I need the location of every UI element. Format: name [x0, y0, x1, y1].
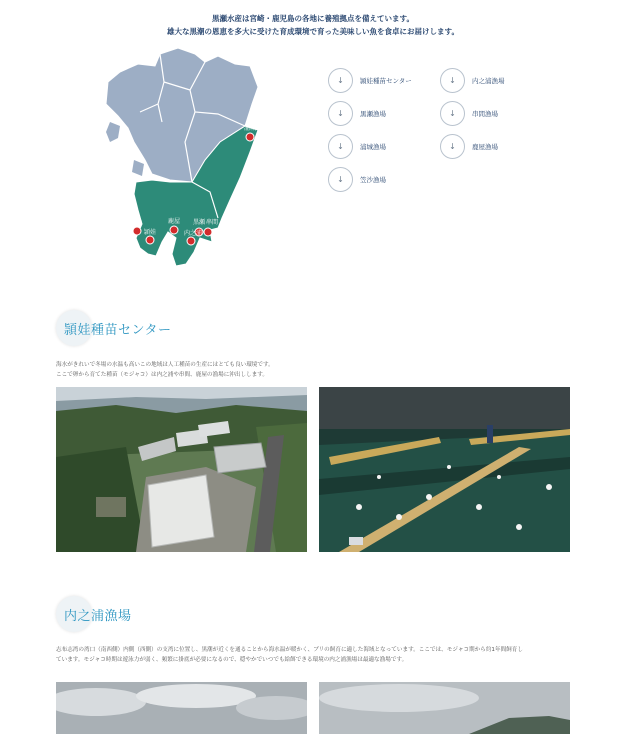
down-arrow-icon[interactable]: ↓ [440, 68, 465, 93]
down-arrow-icon[interactable]: ↓ [328, 101, 353, 126]
down-arrow-icon[interactable]: ↓ [440, 134, 465, 159]
map-pin-label: 黒瀬 [193, 219, 206, 226]
intro-line-1: 黒瀬水産は宮崎・鹿児島の各地に養殖拠点を備えています。 [212, 14, 414, 23]
down-arrow-icon[interactable]: ↓ [440, 101, 465, 126]
section-title-uchinoura [56, 596, 132, 632]
map-pin-label: 串間 [206, 219, 219, 226]
legend-item-uchinoura[interactable] [440, 68, 505, 93]
photo-sky-left [56, 682, 307, 734]
map-region-west-islands [106, 122, 120, 142]
legend-item-ei-center[interactable] [328, 68, 412, 93]
photo-sky-right [319, 682, 570, 734]
section-description [56, 645, 571, 665]
down-arrow-icon[interactable]: ↓ [328, 167, 353, 192]
legend-label[interactable]: 串間漁場 [472, 110, 498, 118]
map-pin-label: 内之浦 [184, 230, 203, 237]
legend-label[interactable]: 浦城漁場 [360, 143, 386, 151]
legend-label[interactable]: 笠沙漁場 [360, 176, 386, 184]
intro-text [0, 12, 626, 38]
legend-item-kasasa[interactable] [328, 167, 386, 192]
photo-breeding-tanks [319, 387, 570, 552]
down-arrow-icon[interactable]: ↓ [328, 68, 353, 93]
section-description [56, 360, 571, 380]
description-line: 海水がきれいで冬場の水温も高いこの地域は人工種苗の生産にはとても良い環境です。 [56, 362, 274, 368]
map-pin-label: 笠沙 [130, 219, 143, 226]
photo-facility-aerial [56, 387, 307, 552]
description-line: ここで卵から育てた種苗（モジャコ）は内之浦や串間、鹿屋の漁場に沖出しします。 [56, 372, 269, 378]
legend-item-kushima[interactable] [440, 101, 498, 126]
section-heading: 頴娃種苗センター [64, 322, 172, 338]
legend-label[interactable]: 黒瀬漁場 [360, 110, 386, 118]
description-line: 志布志湾の湾口（南西側）内側（西側）の支湾に位置し、黒潮が近くを通ることから海水温が暖かく、ブリの飼育に適した海域となっています。ここでは、モジャコ期から約1年間飼育し [56, 647, 523, 653]
down-arrow-icon[interactable]: ↓ [328, 134, 353, 159]
legend-item-kanoya[interactable] [440, 134, 498, 159]
map-pin-label: 鹿屋 [168, 218, 181, 225]
intro-line-2: 雄大な黒潮の恩恵を多大に受けた育成環境で育った美味しい魚を食卓にお届けします。 [167, 27, 459, 36]
description-line: ています。モジャコ時期は遊泳力が弱く、頻繁に掛底が必要になるので、穏やかでいつでも給餌できる環境の内之浦漁場は最適な漁場です。 [56, 657, 408, 663]
map-region-amakusa [132, 160, 144, 176]
legend-item-kurose[interactable] [328, 101, 386, 126]
section-title-ei [56, 310, 171, 346]
map-pin-label: 頴娃 [144, 229, 157, 236]
legend-label[interactable]: 鹿屋漁場 [472, 143, 498, 151]
kyushu-map [100, 42, 275, 268]
section-heading: 内之浦漁場 [64, 608, 132, 624]
legend-item-uraki[interactable] [328, 134, 386, 159]
legend-label[interactable]: 頴娃種苗センター [360, 77, 412, 85]
legend-label[interactable]: 内之浦漁場 [472, 77, 505, 85]
map-pin-label: 浦城 [244, 125, 257, 132]
